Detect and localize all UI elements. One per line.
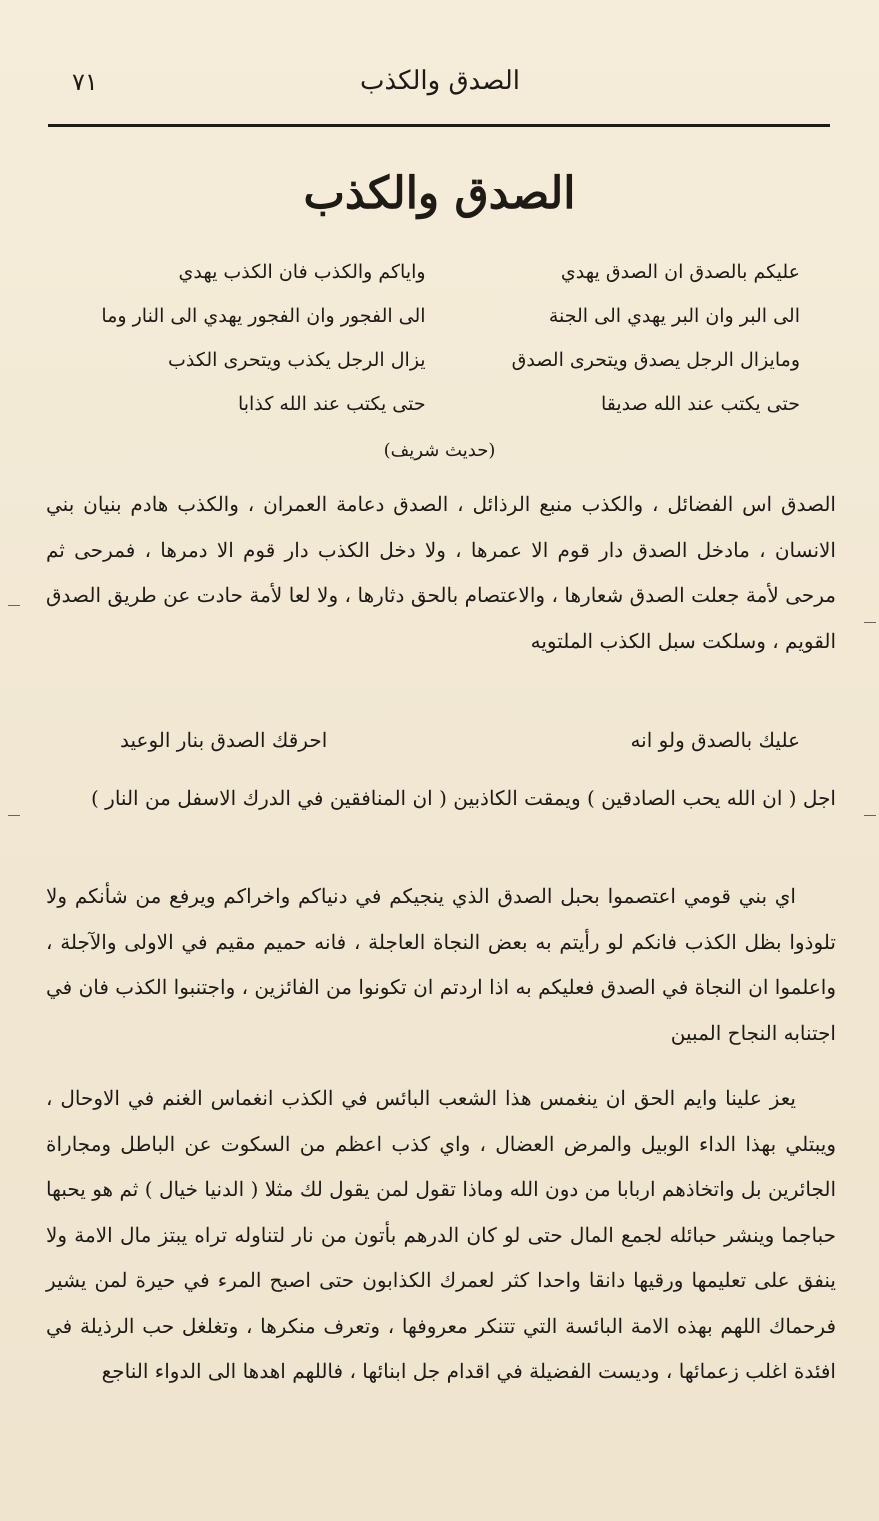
verse-left: واياكم والكذب فان الكذب يهدي <box>178 261 426 283</box>
verse-left: احرقك الصدق بنار الوعيد <box>120 728 328 752</box>
quoted-verse <box>120 728 800 752</box>
paragraph-intro <box>46 482 836 664</box>
margin-mark <box>8 605 20 606</box>
page-header <box>50 66 830 106</box>
paragraph-text: اجل ( ان الله يحب الصادقين ) ويمقت الكاذبين ( ان المنافقين في الدرك الاسفل من النار ) <box>91 786 836 810</box>
verse-right: عليكم بالصدق ان الصدق يهدي <box>560 261 800 283</box>
verse-left: الى الفجور وان الفجور يهدي الى النار وما <box>101 305 426 327</box>
hadith-verses <box>80 250 800 426</box>
verse-row <box>80 294 800 338</box>
verse-row <box>80 250 800 294</box>
margin-mark <box>864 815 876 816</box>
verse-row <box>80 338 800 382</box>
verse-row <box>80 382 800 426</box>
paragraph-lament <box>46 1076 836 1395</box>
verse-right: ومايزال الرجل يصدق ويتحرى الصدق <box>511 349 800 371</box>
verse-left: حتى يكتب عند الله كذابا <box>237 393 426 415</box>
verse-left: يزال الرجل يكذب ويتحرى الكذب <box>168 349 426 371</box>
verse-right: حتى يكتب عند الله صديقا <box>600 393 800 415</box>
paragraph-text: يعز علينا وايم الحق ان ينغمس هذا الشعب البائس في الكذب انغماس الغنم في الاوحال ، ويبتلي بهذا الداء الوبيل والمرض العضال ، واي كذب اعظم من السكوت عن الباطل ومجاراة الجائرين بل واتخاذهم اربابا من دون الله وماذا تقول لمن يقول لك مثلا ( الدنيا خيال ) ثم هو يحبها حباجما وينشر حبائله لجمع المال حتى لو كان الدرهم بأتون من نار لتناوله تراه يبتز مال الامة ولا ينفق على تعليمها ورقيها دانقا واحدا كثر لعمرك الكذابون حتى اصبح المرء في حيرة لمن يشير فرحماك اللهم بهذه الامة البائسة التي تتنكر معروفها ، وتعرف منكرها ، وتغلغل حب الرذيلة في افئدة اغلب زعمائها ، وديست الفضيلة في اقدام جل ابنائها ، فاللهم اهدها الى الدواء الناجع <box>46 1086 836 1383</box>
paragraph-text: اي بني قومي اعتصموا بحبل الصدق الذي ينجيكم في دنياكم واخراكم ويرفع من شأنكم ولا تلوذوا بظل الكذب فانكم لو رأيتم به بعض النجاة العاجلة ، فانه حميم مقيم في الاولى والآجلة ، واعلموا ان النجاة في الصدق فعليكم به اذا اردتم ان تكونوا من الفائزين ، واجتنبوا الكذب فان في اجتنابه النجاح المبين <box>46 884 836 1045</box>
paragraph-quran <box>46 776 836 822</box>
header-rule <box>48 124 830 127</box>
hadith-citation: (حديث شريف) <box>383 440 496 461</box>
paragraph-text: الصدق اس الفضائل ، والكذب منبع الرذائل ، الصدق دعامة العمران ، والكذب هادم بنيان بني الانسان ، مادخل الصدق دار قوم الا عمرها ، ولا دخل الكذب دار قوم الا دمرها ، فمرحى ثم مرحى لأمة جعلت الصدق شعارها ، والاعتصام بالحق دثارها ، ولا لعا لأمة حادت عن طريق الصدق القويم ، وسلكت سبل الكذب الملتويه <box>46 492 836 653</box>
margin-mark <box>864 622 876 623</box>
verse-right: عليك بالصدق ولو انه <box>630 728 800 752</box>
chapter-title: الصدق والكذب <box>303 168 576 219</box>
verse-right: الى البر وان البر يهدي الى الجنة <box>548 305 800 327</box>
paragraph-exhortation <box>46 874 836 1056</box>
page-number: ٧١ <box>72 68 98 96</box>
margin-mark <box>8 815 20 816</box>
running-title: الصدق والكذب <box>360 66 520 96</box>
